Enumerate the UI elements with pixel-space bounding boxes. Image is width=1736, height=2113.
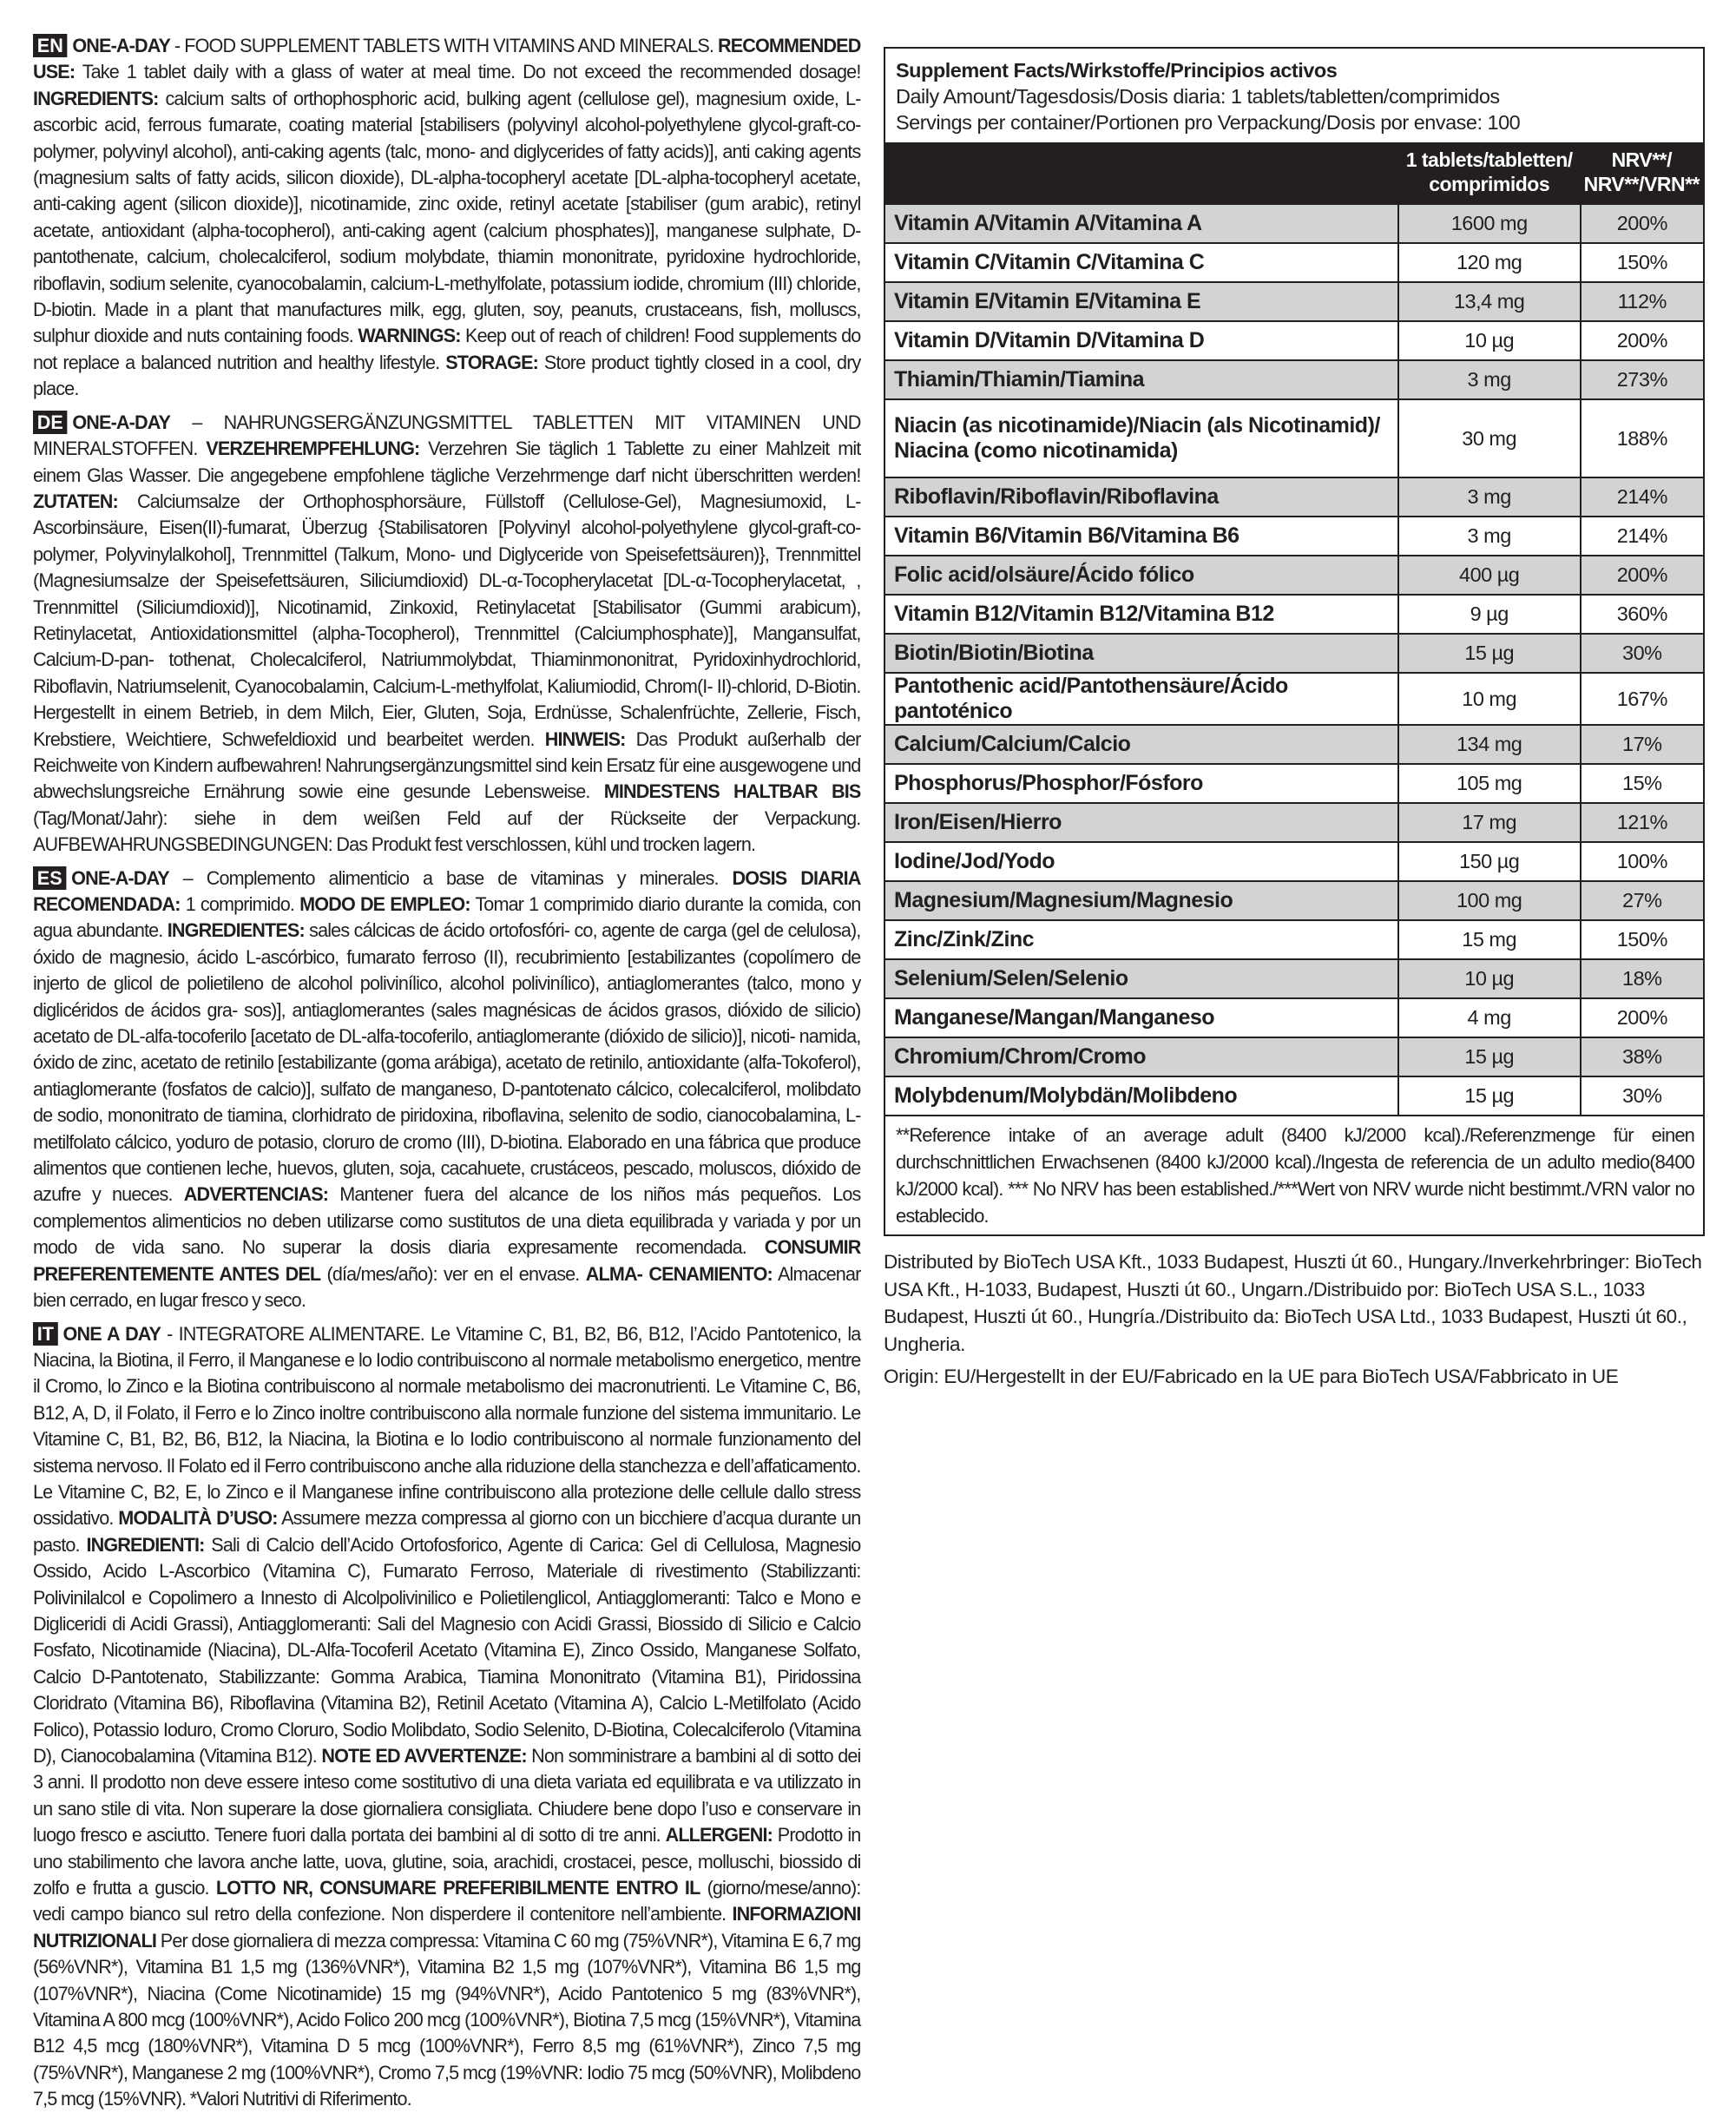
de-text-part: Calciumsalze der Orthophosphorsäure, Füllstoff (Cellulose-Gel), Magnesiumoxid, L-Ascorbinsäure, Eisen(II)-fumarat, Überzug {Stabilisatoren [Polyvinyl alcohol-polyethylene glycol-graft-co-polymer, Polyvinylalkohol], Trennmittel (Talkum, Mono- und Diglyceride von Speisefettsäuren)}, Trennmittel (Magnesiumsalze der Speisefettsäuren, Siliciumdioxid) DL-α-Tocopherylacetat [DL-α-Tocopherylacetat, , Trennmittel (Siliciumdioxid)], Nicotinamid, Zinkoxid, Retinylacetat [Stabilisator (Gummi arabicum), Retinylacetat, Antioxidationsmittel (alpha-Tocopherol), Trennmittel (Calciumphosphate)], Mangansulfat, Calcium-D-pan- tothenat, Cholecalciferol, Natriummolybdat, Thiaminmononitrat, Pyridoxinhydrochlorid, Riboflavin, Natriumselenit, Cyanocobalamin, Calcium-L-methylfolat, Kaliumiodid, Chrom(I- II)-chlorid, D-Biotin. Hergestellt in einem Betrieb, in dem Milch, Eier, Gluten, Soja, Erdnüsse, Schalenfrüchte, Zellerie, Fisch, Krebstiere, Weichtiere, Schwefeldioxid und bearbeitet werden.: [33, 490, 861, 750]
en-text-part: ONE-A-DAY: [72, 35, 171, 56]
facts-daily-amount: Daily Amount/Tagesdosis/Dosis diaria: 1 tablets/tabletten/comprimidos: [896, 85, 1500, 108]
it-text-part: Prodotto in uno stabilimento che lavora anche latte, uova, glutine, soia, arachidi, crostacei, pesce, molluschi, biossido di zolfo e frutta a guscio.: [33, 1824, 861, 1899]
section-es: [33, 866, 860, 1314]
facts-row: [885, 920, 1703, 959]
nutrient-amount: 15 µg: [1398, 1076, 1581, 1115]
es-text-part: – Complemento alimenticio a base de vitaminas y minerales.: [168, 866, 733, 889]
facts-row: [885, 725, 1703, 764]
en-text-part: Keep out of reach of children! Food supplements do not replace a balanced nutrition and healthy lifestyle.: [33, 325, 861, 373]
section-en: [33, 33, 860, 403]
it-text-part: Non somministrare a bambini al di sotto dei 3 anni. Il prodotto non deve essere inteso come sostitutivo di una dieta variata ed equilibrata e va utilizzato in un sano stile di vita. Non superare la dose giornaliera consigliata. Chiudere bene dopo l’uso e conservare in luogo fresco e asciutto. Tenere fuori dalla portata dei bambini al di sotto di tre anni.: [33, 1745, 861, 1846]
es-text-part: Almacenar bien cerrado, en lugar fresco y seco.: [33, 1262, 861, 1312]
nutrient-amount: 100 mg: [1398, 881, 1581, 920]
de-text-part: – NAHRUNGSERGÄNZUNGSMITTEL TABLETTEN MIT VITAMINEN UND MINERALSTOFFEN.: [33, 411, 861, 460]
nutrient-amount: 1600 mg: [1398, 204, 1581, 243]
es-text-part: Mantener fuera del alcance de los niños más pequeños. Los complementos alimenticios no deben utilizarse como sustitutos de una dieta equilibrada y variada y por un modo de vida sano. No superar la dosis diaria expresamente recomendada.: [33, 1183, 861, 1259]
facts-row: [885, 1037, 1703, 1076]
nutrient-nrv: 360%: [1581, 595, 1703, 634]
nutrient-nrv: 112%: [1581, 282, 1703, 321]
nutrient-name: Selenium/Selen/Selenio: [885, 959, 1398, 998]
nutrient-nrv: 18%: [1581, 959, 1703, 998]
facts-row: [885, 959, 1703, 998]
it-text-part: - INTEGRATORE ALIMENTARE. Le Vitamine C, B1, B2, B6, B12, l’Acido Pantotenico, la Niacina, la Biotina, il Ferro, il Manganese e lo Iodio contribuiscono al normale metabolismo energetico, mentre il Cromo, lo Zinco e la Biotina contribuiscono al normale metabolismo dei macronutrienti. Le Vitamine C, B6, B12, A, D, il Folato, il Ferro e lo Zinco inoltre contribuiscono alla normale funzione del sistema immunitario. Le Vitamine C, B1, B2, B6, B12, la Niacina, la Biotina e lo Iodio contribuiscono al normale funzionamento del sistema nervoso. Il Folato ed il Ferro contribuiscono anche alla riduzione della stanchezza e dell’affaticamento. Le Vitamine C, B2, E, lo Zinco e il Manganese infine contribuiscono alla protezione delle cellule dallo stress ossidativo.: [33, 1322, 861, 1530]
section-de-text: [33, 411, 860, 856]
nutrient-nrv: 188%: [1581, 399, 1703, 477]
nutrient-nrv: 200%: [1581, 998, 1703, 1037]
en-text-part: - FOOD SUPPLEMENT TABLETS WITH VITAMINS AND MINERALS.: [170, 35, 718, 56]
facts-row: [885, 282, 1703, 321]
lang-tag-en: EN: [33, 34, 68, 57]
facts-row: [885, 517, 1703, 556]
facts-table: [885, 142, 1703, 1115]
de-text-part: Das Produkt außerhalb der Reichweite von Kindern aufbewahren! Nahrungsergänzungsmittel sind kein Ersatz für eine ausgewogene und abwechslungsreiche Ernährung sowie eine gesunde Lebensweise.: [33, 727, 861, 803]
nutrient-name: Riboflavin/Riboflavin/Riboflavina: [885, 477, 1398, 517]
nutrient-nrv: 17%: [1581, 725, 1703, 764]
nutrient-amount: 4 mg: [1398, 998, 1581, 1037]
nutrient-amount: 3 mg: [1398, 477, 1581, 517]
it-text-part: MODALITÀ D’USO:: [118, 1507, 278, 1530]
facts-header: [885, 49, 1703, 142]
section-en-text: [33, 35, 860, 399]
nutrient-name: Chromium/Chrom/Cromo: [885, 1037, 1398, 1076]
nutrient-name: Niacin (as nicotinamide)/Niacin (als Nicotinamid)/ Niacina (como nicotinamida): [885, 399, 1398, 477]
nutrient-name: Phosphorus/Phosphor/Fósforo: [885, 764, 1398, 803]
facts-row: [885, 321, 1703, 360]
facts-row: [885, 243, 1703, 282]
it-text-part: ALLERGENI:: [665, 1824, 773, 1846]
nutrient-name: Vitamin A/Vitamin A/Vitamina A: [885, 204, 1398, 243]
nutrient-amount: 17 mg: [1398, 803, 1581, 842]
facts-row: [885, 399, 1703, 477]
nutrient-amount: 120 mg: [1398, 243, 1581, 282]
nutrient-name: Calcium/Calcium/Calcio: [885, 725, 1398, 764]
es-text-part: (día/mes/año): ver en el envase.: [320, 1262, 586, 1285]
it-text-part: Sali di Calcio dell’Acido Ortofosforico, Agente di Carica: Gel di Cellulosa, Magnesio Ossido, Acido L-Ascorbico (Vitamina C), Fumarato Ferroso, Materiale di rivestimento (Stabilizzanti: Polivinilalcol e Copolimero a Innesto di Alcolpolivinilico e Polietilenglicol, Antiagglomeranti: Talco e Mono e Digliceridi di Acidi Grassi), Antiagglomeranti: Sali del Magnesio con Acidi Grassi, Biossido di Silicio e Calcio Fosfato, Nicotinamide (Niacina), DL-Alfa-Tocoferil Acetato (Vitamina E), Zinco Ossido, Manganese Solfato, Calcio D-Pantotenato, Stabilizzante: Gomma Arabica, Tiamina Mononitrato (Vitamina B1), Piridossina Cloridrato (Vitamina B6), Riboflavina (Vitamina B2), Retinil Acetato (Vitamina A), Calcio L-Metilfolato (Acido Folico), Potassio Ioduro, Cromo Cloruro, Sodio Molibdato, Sodio Selenito, D-Biotina, Colecalciferolo (Vitamina D), Cianocobalamina (Vitamina B12).: [33, 1533, 861, 1767]
en-text-part: calcium salts of orthophosphoric acid, bulking agent (cellulose gel), magnesium oxide, L-ascorbic acid, ferrous fumarate, coating material [stabilisers (polyvinyl alcohol-polyethylene glycol-graft-co-polymer, polyvinyl alcohol), anti-caking agents (talc, mono- and diglycerides of fatty acids)], anti caking agents (magnesium salts of fatty acids, silicon dioxide), DL-alpha-tocopheryl acetate [DL-alpha-tocopheryl acetate, anti-caking agent (silicon dioxide)], nicotinamide, zinc oxide, retinyl acetate [stabiliser (gum arabic), retinyl acetate, antioxidant (alpha-tocopherol), anti-caking agent (calcium phosphates)], manganese sulphate, D-pantothenate, calcium, cholecalciferol, sodium molybdate, thiamin mononitrate, pyridoxine hydrochloride, riboflavin, sodium selenite, cyanocobalamin, calcium-L-methylfolate, potassium iodide, chromium (III) chloride, D-biotin. Made in a plant that manufactures milk, egg, gluten, soy, peanuts, crustaceans, fish, molluscs, sulphur dioxide and nuts containing foods.: [33, 87, 861, 347]
nutrient-amount: 150 µg: [1398, 842, 1581, 881]
lang-tag-de: DE: [33, 411, 68, 434]
nutrient-nrv: 30%: [1581, 634, 1703, 673]
es-text-part: MODO DE EMPLEO:: [299, 893, 470, 915]
facts-row: [885, 673, 1703, 725]
facts-row: [885, 998, 1703, 1037]
nutrient-amount: 30 mg: [1398, 399, 1581, 477]
nutrient-nrv: 30%: [1581, 1076, 1703, 1115]
nutrient-amount: 13,4 mg: [1398, 282, 1581, 321]
nutrient-amount: 15 mg: [1398, 920, 1581, 959]
nutrient-nrv: 200%: [1581, 321, 1703, 360]
en-text-part: INGREDIENTS:: [33, 87, 159, 109]
nutrient-name: Biotin/Biotin/Biotina: [885, 634, 1398, 673]
it-text-part: INFORMAZIONI NUTRIZIONALI: [33, 1903, 861, 1952]
nutrient-nrv: 150%: [1581, 920, 1703, 959]
nutrient-nrv: 167%: [1581, 673, 1703, 725]
de-text-part: ZUTATEN:: [33, 490, 118, 512]
nutrient-name: Magnesium/Magnesium/Magnesio: [885, 881, 1398, 920]
facts-row: [885, 803, 1703, 842]
it-text-part: (giorno/mese/anno): vedi campo bianco sul retro della confezione. Non disperdere il contenitore nell’ambiente.: [33, 1877, 861, 1925]
de-text-part: MINDESTENS HALTBAR BIS: [603, 780, 861, 803]
nutrient-amount: 10 µg: [1398, 959, 1581, 998]
nutrient-name: Vitamin D/Vitamin D/Vitamina D: [885, 321, 1398, 360]
es-text-part: ALMA- CENAMIENTO:: [585, 1262, 773, 1285]
it-text-part: ONE A DAY: [62, 1322, 161, 1345]
nutrient-name: Vitamin E/Vitamin E/Vitamina E: [885, 282, 1398, 321]
nutrient-amount: 3 mg: [1398, 360, 1581, 399]
nutrient-name: Thiamin/Thiamin/Tiamina: [885, 360, 1398, 399]
en-text-part: STORAGE:: [445, 351, 538, 373]
facts-footnote: **Reference intake of an average adult (8400 kJ/2000 kcal)./Referenzmenge für einen durchschnittlichen Erwachsenen (8400 kJ/2000 kcal)./Ingesta de referencia de un adulto medio(8400 kJ/2000 kcal). *** No NRV has been established./***Wert von NRV wurde nicht bestimmt./VRN valor no establecido.: [885, 1115, 1703, 1234]
facts-row: [885, 595, 1703, 634]
it-text-part: NOTE ED AVVERTENZE:: [321, 1745, 527, 1767]
es-text-part: CONSUMIR PREFERENTEMENTE ANTES DEL: [33, 1236, 861, 1285]
nutrient-name: Zinc/Zink/Zinc: [885, 920, 1398, 959]
es-text-part: DOSIS DIARIA RECOMENDADA:: [33, 866, 861, 915]
de-text-part: ONE-A-DAY: [72, 411, 171, 433]
nutrient-nrv: 200%: [1581, 204, 1703, 243]
facts-row: [885, 477, 1703, 517]
en-text-part: RECOMMENDED USE:: [33, 35, 861, 83]
es-text-part: Tomar 1 comprimido diario durante la comida, con agua abundante.: [33, 893, 861, 942]
es-text-part: 1 comprimido.: [180, 893, 300, 915]
right-column: [884, 33, 1704, 1390]
it-text-part: Assumere mezza compressa al giorno con un bicchiere d’acqua durante un pasto.: [33, 1507, 861, 1556]
nutrient-amount: 105 mg: [1398, 764, 1581, 803]
left-column: [33, 33, 862, 2113]
nutrient-amount: 10 µg: [1398, 321, 1581, 360]
it-text-part: LOTTO NR, CONSUMARE PREFERIBILMENTE ENTRO IL: [215, 1877, 700, 1899]
de-text-part: Verzehren Sie täglich 1 Tablette zu einer Mahlzeit mit einem Glas Wasser. Die angegebene empfohlene tägliche Verzehrmenge darf nicht überschritten werden!: [33, 438, 861, 486]
section-de: [33, 410, 860, 859]
nutrient-nrv: 150%: [1581, 243, 1703, 282]
section-it: [33, 1321, 860, 2113]
nutrient-name: Manganese/Mangan/Manganeso: [885, 998, 1398, 1037]
nutrient-name: Pantothenic acid/Pantothensäure/Ácido pantoténico: [885, 673, 1398, 725]
facts-row: [885, 204, 1703, 243]
nutrient-amount: 15 µg: [1398, 634, 1581, 673]
en-text-part: Take 1 tablet daily with a glass of water at meal time. Do not exceed the recommended dosage!: [75, 61, 861, 83]
facts-row: [885, 556, 1703, 595]
es-text-part: sales cálcicas de ácido ortofosfóri- co, agente de carga (gel de celulosa), óxido de magnesio, ácido L-ascórbico, fumarato ferroso (II), recubrimiento [estabilizantes (copolímero de injerto de glicol de polietileno de alcohol polivinílico, alcohol polivinílico), antiaglomerantes (talco, mono y diglicéridos de ácidos gra- sos)], antiaglomerantes (sales magnésicas de ácidos grasos, dióxido de silicio) acetato de DL-alfa-tocoferilo [acetato de DL-alfa-tocoferilo, antiaglomerante (dióxido de silicio)], nicoti- namida, óxido de zinc, acetato de retinilo [estabilizante (goma arábiga), acetato de retinilo, antioxidante (alfa-Tokoferol), antiaglomerante (fosfatos de calcio)], sulfato de manganeso, D-pantotenato cálcico, colecalciferol, molibdato de sodio, mononitrato de tiamina, clorhidrato de piridoxina, riboflavina, selenito de sodio, cianocobalamina, L-metilfolato cálcico, yoduro de potasio, cloruro de cromo (III), D-biotina. Elaborado en una fábrica que produce alimentos que contienen leche, huevos, gluten, soja, cacahuete, crustáceos, pescado, moluscos, dióxido de azufre y nueces.: [33, 919, 861, 1206]
nutrient-nrv: 214%: [1581, 477, 1703, 517]
facts-row: [885, 842, 1703, 881]
de-text-part: VERZEHREMPFEHLUNG:: [206, 438, 420, 460]
es-text-part: ADVERTENCIAS:: [183, 1183, 329, 1206]
it-text-part: INGREDIENTI:: [86, 1533, 205, 1556]
facts-row: [885, 360, 1703, 399]
es-text-part: INGREDIENTES:: [167, 919, 305, 942]
es-text-part: ONE-A-DAY: [71, 866, 169, 889]
nutrient-nrv: 273%: [1581, 360, 1703, 399]
facts-title: Supplement Facts/Wirkstoffe/Principios activos: [896, 59, 1338, 82]
en-text-part: Store product tightly closed in a cool, dry place.: [33, 351, 861, 400]
facts-table-body: [885, 204, 1703, 1115]
facts-row: [885, 764, 1703, 803]
header-nrv: NRV**/ NRV**/VRN**: [1581, 142, 1703, 204]
de-text-part: (Tag/Monat/Jahr): siehe in dem weißen Feld auf der Rückseite der Verpackung. AUFBEWAHRUNGSBEDINGUNGEN: Das Produkt fest verschlossen, kühl und trocken lagern.: [33, 806, 861, 856]
nutrient-amount: 9 µg: [1398, 595, 1581, 634]
facts-row: [885, 1076, 1703, 1115]
lang-tag-es: ES: [33, 866, 66, 890]
nutrient-nrv: 200%: [1581, 556, 1703, 595]
origin-info: Origin: EU/Hergestellt in der EU/Fabricado en la UE para BioTech USA/Fabbricato in UE: [884, 1366, 1619, 1387]
distributor-info: Distributed by BioTech USA Kft., 1033 Budapest, Huszti út 60., Hungary./Inverkehrbringer: BioTech USA Kft., H-1033, Budapest, Huszti út 60., Ungarn./Distribuido por: BioTech USA S.L., 1033 Budapest, Huszti út 60., Hungría./Distribuito da: BioTech USA Ltd., 1033 Budapest, Huszti út 60., Ungheria.: [884, 1251, 1702, 1355]
nutrient-name: Vitamin C/Vitamin C/Vitamina C: [885, 243, 1398, 282]
lang-tag-it: IT: [33, 1322, 58, 1346]
nutrient-nrv: 121%: [1581, 803, 1703, 842]
nutrient-amount: 3 mg: [1398, 517, 1581, 556]
nutrient-name: Iron/Eisen/Hierro: [885, 803, 1398, 842]
header-amount: 1 tablets/tabletten/ comprimidos: [1398, 142, 1581, 204]
nutrient-amount: 134 mg: [1398, 725, 1581, 764]
nutrient-name: Folic acid/olsäure/Ácido fólico: [885, 556, 1398, 595]
nutrient-amount: 10 mg: [1398, 673, 1581, 725]
section-it-text: [33, 1323, 860, 2110]
supplement-facts-box: [884, 47, 1705, 1236]
facts-row: [885, 634, 1703, 673]
nutrient-name: Molybdenum/Molybdän/Molibdeno: [885, 1076, 1398, 1115]
en-text-part: WARNINGS:: [358, 325, 461, 347]
facts-row: [885, 881, 1703, 920]
nutrient-amount: 400 µg: [1398, 556, 1581, 595]
nutrient-nrv: 27%: [1581, 881, 1703, 920]
facts-servings: Servings per container/Portionen pro Verpackung/Dosis por envase: 100: [896, 111, 1521, 134]
facts-table-header: [885, 142, 1703, 204]
de-text-part: HINWEIS:: [544, 727, 626, 750]
nutrient-nrv: 214%: [1581, 517, 1703, 556]
section-es-text: [33, 867, 860, 1312]
nutrient-nrv: 100%: [1581, 842, 1703, 881]
nutrient-name: Vitamin B12/Vitamin B12/Vitamina B12: [885, 595, 1398, 634]
nutrient-name: Iodine/Jod/Yodo: [885, 842, 1398, 881]
it-text-part: Per dose giornaliera di mezza compressa: Vitamina C 60 mg (75%VNR*), Vitamina E 6,7 mg (56%VNR*), Vitamina B1 1,5 mg (136%VNR*), Vitamina B2 1,5 mg (107%VNR*), Vitamina B6 1,5 mg (107%VNR*), Niacina (Come Nicotinamide) 15 mg (94%VNR*), Acido Pantotenico 5 mg (83%VNR*), Vitamina A 800 mcg (100%VNR*), Acido Folico 200 mcg (100%VNR*), Biotina 7,5 mcg (15%VNR*), Vitamina B12 4,5 mcg (180%VNR*), Vitamina D 5 mcg (100%VNR*), Ferro 8,5 mg (61%VNR*), Zinco 7,5 mg (75%VNR*), Manganese 2 mg (100%VNR*), Cromo 7,5 mcg (19%VNR: Iodio 75 mcg (50%VNR), Molibdeno 7,5 mcg (15%VNR). *Valori Nutritivi di Riferimento.: [33, 1929, 861, 2110]
nutrient-nrv: 15%: [1581, 764, 1703, 803]
nutrient-amount: 15 µg: [1398, 1037, 1581, 1076]
nutrient-nrv: 38%: [1581, 1037, 1703, 1076]
header-blank: [885, 142, 1398, 204]
nutrient-name: Vitamin B6/Vitamin B6/Vitamina B6: [885, 517, 1398, 556]
